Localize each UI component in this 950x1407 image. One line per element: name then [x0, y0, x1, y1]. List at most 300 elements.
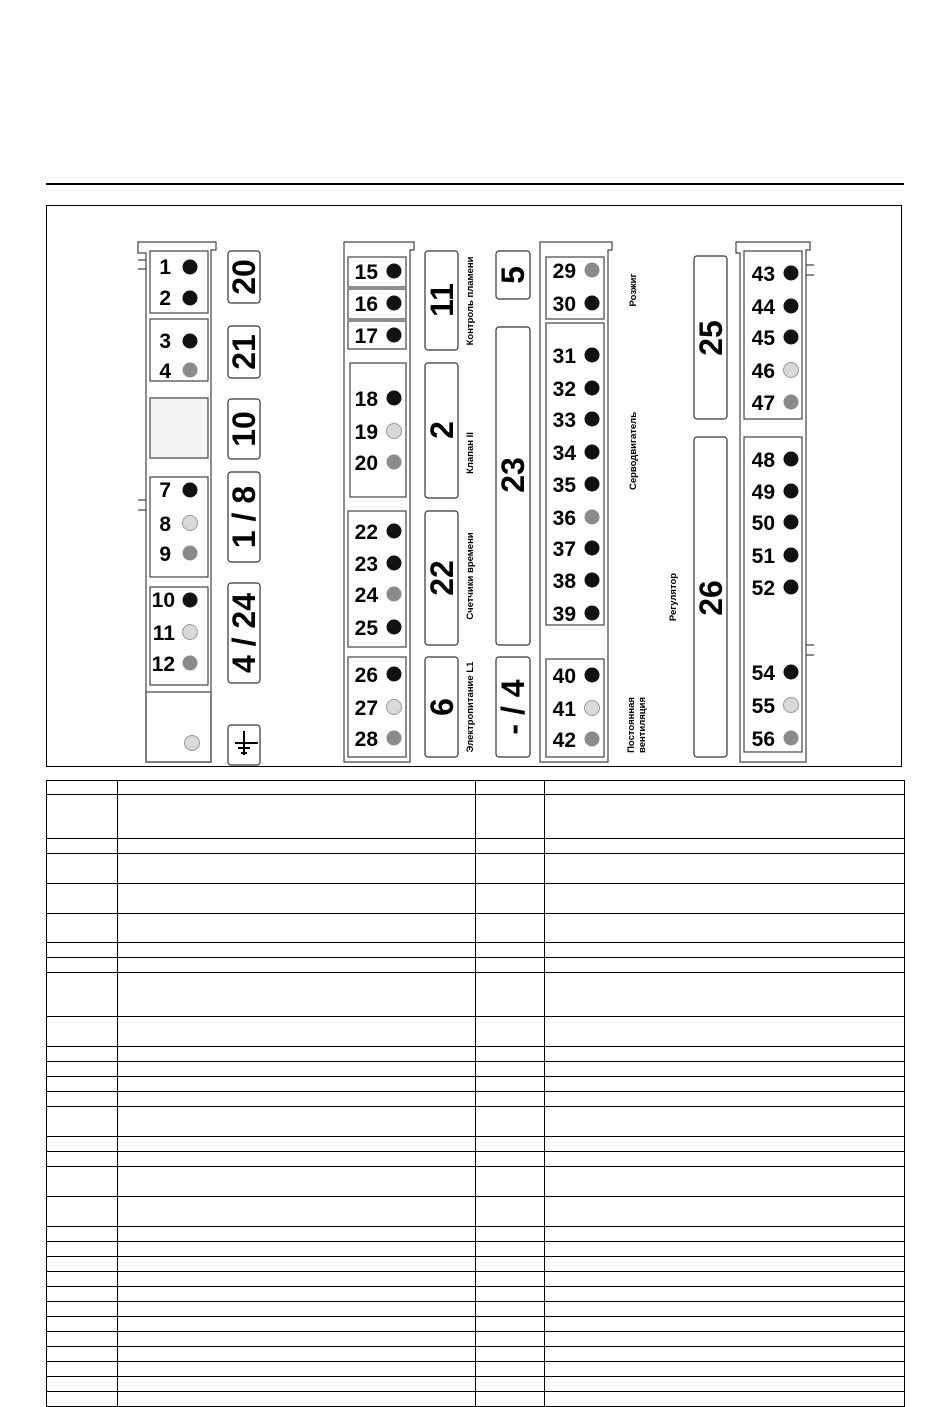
legend-row [47, 1152, 905, 1167]
legend-row [47, 1227, 905, 1242]
legend-cell [118, 1197, 476, 1227]
module-label-4-24: 4 / 24 [226, 592, 262, 674]
pin-dot [585, 348, 600, 363]
pin-dot [784, 548, 799, 563]
legend-cell [476, 1077, 545, 1092]
legend-row [47, 781, 905, 795]
pin-dot [183, 334, 198, 349]
legend-cell [545, 1077, 905, 1092]
legend-cell [118, 1347, 476, 1362]
pin-12 [152, 653, 198, 676]
pin-number: 22 [354, 521, 378, 544]
legend-cell [476, 973, 545, 1017]
legend-cell [476, 1047, 545, 1062]
legend-row [47, 839, 905, 854]
legend-cell [47, 854, 118, 884]
pin-30 [553, 293, 600, 316]
pin-32 [553, 378, 600, 401]
pin-4 [159, 360, 197, 383]
pin-number: 3 [159, 330, 171, 353]
pin-35 [553, 474, 600, 497]
legend-cell [545, 781, 905, 795]
label-flame-control: Контроль пламени [465, 256, 476, 346]
legend-cell [545, 1227, 905, 1242]
legend-cell [545, 1062, 905, 1077]
pin-dot [585, 668, 600, 683]
pin-dot [387, 587, 402, 602]
legend-cell [476, 1197, 545, 1227]
pin-dot [784, 299, 799, 314]
pin-number: 18 [354, 388, 378, 411]
module-label-5: 5 [495, 266, 531, 284]
legend-cell [118, 943, 476, 958]
pin-dot [183, 546, 198, 561]
pin-dot [784, 363, 799, 378]
legend-row [47, 914, 905, 943]
pin-dot [387, 620, 402, 635]
pin-dot [387, 731, 402, 746]
legend-cell [118, 1287, 476, 1302]
pin-number: 56 [751, 728, 775, 751]
pin-dot [585, 412, 600, 427]
pin-dot [183, 363, 198, 378]
pin-50 [752, 512, 799, 535]
pin-17 [355, 325, 402, 348]
legend-row [47, 1332, 905, 1347]
legend-cell [545, 1332, 905, 1347]
pin-dot [784, 395, 799, 410]
pin-3 [159, 330, 197, 353]
pin-number: 40 [552, 665, 576, 688]
legend-cell [118, 1257, 476, 1272]
legend-cell [545, 1347, 905, 1362]
legend-row [47, 1137, 905, 1152]
pin-number: 31 [552, 345, 576, 368]
legend-cell [545, 1302, 905, 1317]
legend-row [47, 1362, 905, 1377]
pin-49 [752, 481, 799, 504]
pin-dot [784, 665, 799, 680]
legend-row [47, 1062, 905, 1077]
legend-cell [118, 839, 476, 854]
legend-cell [545, 1167, 905, 1197]
pin-number: 19 [354, 421, 378, 444]
pin-number: 8 [159, 513, 171, 536]
pin-number: 43 [751, 263, 775, 286]
legend-row [47, 1257, 905, 1272]
legend-cell [476, 795, 545, 839]
legend-cell [47, 1242, 118, 1257]
legend-cell [47, 1092, 118, 1107]
pin-number: 28 [354, 728, 378, 751]
pin-38 [553, 570, 600, 593]
pin-19 [355, 421, 402, 444]
pin-number: 52 [751, 577, 775, 600]
pin-dot [585, 296, 600, 311]
pin-46 [752, 360, 799, 383]
legend-cell [476, 1257, 545, 1272]
legend-row [47, 1017, 905, 1047]
legend-row [47, 1317, 905, 1332]
legend-cell [545, 1092, 905, 1107]
legend-cell [118, 781, 476, 795]
legend-cell [47, 1167, 118, 1197]
pin-55 [752, 695, 799, 718]
legend-cell [476, 1362, 545, 1377]
legend-cell [476, 1317, 545, 1332]
legend-cell [47, 973, 118, 1017]
legend-cell [545, 1362, 905, 1377]
legend-row [47, 854, 905, 884]
pin-number: 37 [552, 538, 576, 561]
legend-cell [47, 1077, 118, 1092]
pin-number: 55 [751, 695, 775, 718]
legend-cell [118, 1332, 476, 1347]
pin-28 [355, 728, 402, 751]
module-label-23: 23 [495, 457, 531, 493]
legend-cell [118, 914, 476, 943]
legend-row [47, 1347, 905, 1362]
legend-cell [47, 1152, 118, 1167]
legend-table [46, 780, 905, 1407]
legend-cell [476, 1107, 545, 1137]
legend-cell [476, 1137, 545, 1152]
legend-row [47, 884, 905, 914]
pin-number: 49 [751, 481, 775, 504]
pin-dot [387, 667, 402, 682]
module-boxes [228, 251, 727, 765]
legend-cell [476, 914, 545, 943]
loose-pin-dot [185, 736, 200, 751]
legend-cell [118, 795, 476, 839]
pin-number: 44 [751, 296, 775, 319]
pin-dot [585, 606, 600, 621]
pin-48 [752, 449, 799, 472]
pin-7 [159, 479, 197, 502]
pin-dot [784, 580, 799, 595]
pin-dot [183, 516, 198, 531]
legend-cell [545, 1137, 905, 1152]
pin-number: 15 [354, 261, 378, 284]
pin-dot [585, 381, 600, 396]
legend-cell [47, 884, 118, 914]
legend-table-body [47, 781, 905, 1407]
legend-cell [545, 1047, 905, 1062]
pin-number: 48 [751, 449, 775, 472]
pin-dot [585, 477, 600, 492]
label-ignition: Розжиг [628, 273, 639, 307]
pin-34 [553, 442, 600, 465]
module-label-11: 11 [424, 283, 460, 317]
legend-cell [476, 1332, 545, 1347]
legend-cell [118, 1062, 476, 1077]
pin-number: 11 [152, 622, 175, 645]
pin-number: 30 [552, 293, 576, 316]
pin-41 [553, 698, 600, 721]
legend-cell [118, 1077, 476, 1092]
legend-cell [47, 914, 118, 943]
pin-29 [553, 260, 600, 283]
legend-cell [545, 854, 905, 884]
legend-cell [476, 1302, 545, 1317]
legend-row [47, 1272, 905, 1287]
pin-number: 47 [751, 392, 775, 415]
legend-cell [47, 1347, 118, 1362]
pin-dot [784, 452, 799, 467]
legend-cell [545, 1317, 905, 1332]
legend-cell [476, 1152, 545, 1167]
pin-number: 20 [354, 452, 378, 475]
legend-cell [118, 1047, 476, 1062]
pin-number: 42 [552, 729, 576, 752]
pin-dot [387, 264, 402, 279]
pin-36 [553, 507, 600, 530]
label-constant-ventilation-1: Постоянная [626, 697, 637, 753]
pin-24 [355, 584, 402, 607]
legend-cell [47, 1392, 118, 1407]
pin-number: 1 [159, 256, 171, 279]
pin-1 [159, 256, 197, 279]
legend-row [47, 1197, 905, 1227]
legend-cell [118, 1302, 476, 1317]
pin-8 [159, 513, 197, 536]
pin-number: 29 [552, 260, 576, 283]
pin-dot [585, 701, 600, 716]
module-label-26: 26 [693, 580, 729, 616]
legend-cell [118, 854, 476, 884]
legend-row [47, 1287, 905, 1302]
pin-dot [784, 698, 799, 713]
legend-cell [47, 1062, 118, 1077]
legend-cell [476, 781, 545, 795]
legend-cell [47, 1257, 118, 1272]
legend-cell [47, 1137, 118, 1152]
legend-cell [118, 1107, 476, 1137]
legend-cell [118, 1152, 476, 1167]
legend-cell [47, 1197, 118, 1227]
pin-26 [355, 664, 402, 687]
legend-row [47, 958, 905, 973]
pin-16 [355, 293, 402, 316]
legend-row [47, 1107, 905, 1137]
legend-cell [118, 1317, 476, 1332]
legend-row [47, 795, 905, 839]
pin-dot [183, 483, 198, 498]
pin-31 [553, 345, 600, 368]
legend-cell [476, 1347, 545, 1362]
legend-cell [47, 1107, 118, 1137]
module-label-21: 21 [226, 334, 262, 370]
legend-cell [118, 884, 476, 914]
legend-cell [545, 914, 905, 943]
legend-row [47, 1092, 905, 1107]
pin-51 [752, 545, 799, 568]
legend-row [47, 1242, 905, 1257]
pin-37 [553, 538, 600, 561]
legend-cell [476, 1227, 545, 1242]
pin-number: 38 [552, 570, 576, 593]
legend-row [47, 1167, 905, 1197]
pin-dot [387, 524, 402, 539]
pin-44 [752, 296, 799, 319]
pin-11 [153, 622, 198, 645]
legend-cell [476, 1062, 545, 1077]
pin-42 [553, 729, 600, 752]
pin-dot [585, 263, 600, 278]
legend-cell [476, 1392, 545, 1407]
pin-dot [387, 700, 402, 715]
legend-cell [476, 1377, 545, 1392]
legend-row [47, 1047, 905, 1062]
pin-dot [585, 732, 600, 747]
legend-cell [47, 1362, 118, 1377]
module-label-6: 6 [424, 698, 460, 716]
pin-number: 9 [159, 543, 171, 566]
pin-25 [355, 617, 402, 640]
legend-row [47, 1077, 905, 1092]
module-label-22: 22 [424, 560, 460, 596]
pin-number: 17 [354, 325, 378, 348]
legend-cell [118, 1137, 476, 1152]
connector-d-outline [736, 242, 814, 762]
legend-cell [476, 1272, 545, 1287]
module-label-25: 25 [693, 320, 729, 356]
legend-cell [118, 973, 476, 1017]
pin-dot [585, 510, 600, 525]
legend-cell [47, 1377, 118, 1392]
legend-cell [47, 795, 118, 839]
legend-cell [476, 1242, 545, 1257]
legend-cell [476, 1287, 545, 1302]
pin-number: 51 [751, 545, 775, 568]
legend-row [47, 1392, 905, 1407]
pin-dot [387, 455, 402, 470]
legend-cell [47, 958, 118, 973]
pin-45 [752, 327, 799, 350]
legend-cell [476, 854, 545, 884]
pin-number: 27 [354, 697, 378, 720]
label-hour-counters: Счетчики времени [465, 532, 476, 620]
legend-cell [47, 1047, 118, 1062]
pin-47 [752, 392, 799, 415]
pin-dot [784, 731, 799, 746]
legend-cell [545, 1152, 905, 1167]
legend-cell [47, 1227, 118, 1242]
pin-number: 54 [751, 662, 775, 685]
legend-cell [545, 1287, 905, 1302]
legend-cell [118, 1392, 476, 1407]
pin-number: 35 [552, 474, 576, 497]
connector-c-outline [540, 242, 612, 762]
legend-cell [118, 958, 476, 973]
pin-number: 46 [751, 360, 775, 383]
pin-dot [183, 625, 198, 640]
pin-dot [387, 556, 402, 571]
label-constant-ventilation-2: вентиляция [637, 696, 648, 754]
pin-33 [553, 409, 600, 432]
pin-number: 50 [751, 512, 775, 535]
pin-dot [183, 593, 198, 608]
legend-cell [545, 958, 905, 973]
pin-dot [387, 296, 402, 311]
pin-dot [784, 266, 799, 281]
pin-number: 12 [151, 653, 175, 676]
top-rule [46, 183, 904, 185]
legend-row [47, 1377, 905, 1392]
pin-dot [585, 541, 600, 556]
pin-number: 33 [552, 409, 576, 432]
legend-cell [545, 795, 905, 839]
pin-number: 24 [354, 584, 378, 607]
terminal-diagram [46, 205, 902, 767]
label-servomotor: Серводвигатель [628, 411, 639, 491]
pin-10 [152, 589, 198, 612]
pin-number: 41 [552, 698, 576, 721]
pin-dot [387, 328, 402, 343]
pin-number: 25 [354, 617, 378, 640]
legend-cell [118, 1227, 476, 1242]
pin-22 [355, 521, 402, 544]
connector-a-outline [138, 242, 216, 762]
pin-40 [553, 665, 600, 688]
legend-cell [47, 1017, 118, 1047]
pin-2 [159, 287, 197, 310]
legend-cell [47, 1317, 118, 1332]
legend-cell [118, 1362, 476, 1377]
legend-cell [476, 943, 545, 958]
legend-cell [118, 1092, 476, 1107]
pin-dot [183, 291, 198, 306]
legend-cell [476, 1017, 545, 1047]
pin-dot [387, 424, 402, 439]
legend-cell [118, 1377, 476, 1392]
legend-cell [545, 943, 905, 958]
module-label-20: 20 [226, 259, 262, 295]
pin-23 [355, 553, 402, 576]
legend-cell [545, 1392, 905, 1407]
pin-dot [183, 260, 198, 275]
legend-cell [476, 1167, 545, 1197]
pin-number: 16 [354, 293, 378, 316]
legend-cell [118, 1272, 476, 1287]
pin-56 [752, 728, 799, 751]
legend-cell [476, 884, 545, 914]
legend-cell [47, 781, 118, 795]
pin-number: 26 [354, 664, 378, 687]
pin-number: 10 [151, 589, 175, 612]
pin-9 [159, 543, 197, 566]
pin-52 [752, 577, 799, 600]
module-label-2: 2 [424, 421, 460, 439]
pin-dot [387, 391, 402, 406]
legend-cell [47, 1302, 118, 1317]
legend-cell [476, 839, 545, 854]
legend-cell [545, 1242, 905, 1257]
label-valve-ii: Клапан II [465, 432, 476, 474]
pin-20 [355, 452, 402, 475]
pin-number: 39 [552, 603, 576, 626]
legend-cell [545, 1017, 905, 1047]
label-power-supply-l1: Электропитание L1 [465, 661, 476, 753]
legend-cell [47, 943, 118, 958]
pin-number: 36 [552, 507, 576, 530]
pin-dot [784, 330, 799, 345]
legend-cell [545, 884, 905, 914]
pin-number: 2 [159, 287, 171, 310]
module-label-1-8: 1 / 8 [226, 485, 262, 549]
legend-cell [545, 839, 905, 854]
legend-cell [545, 1197, 905, 1227]
